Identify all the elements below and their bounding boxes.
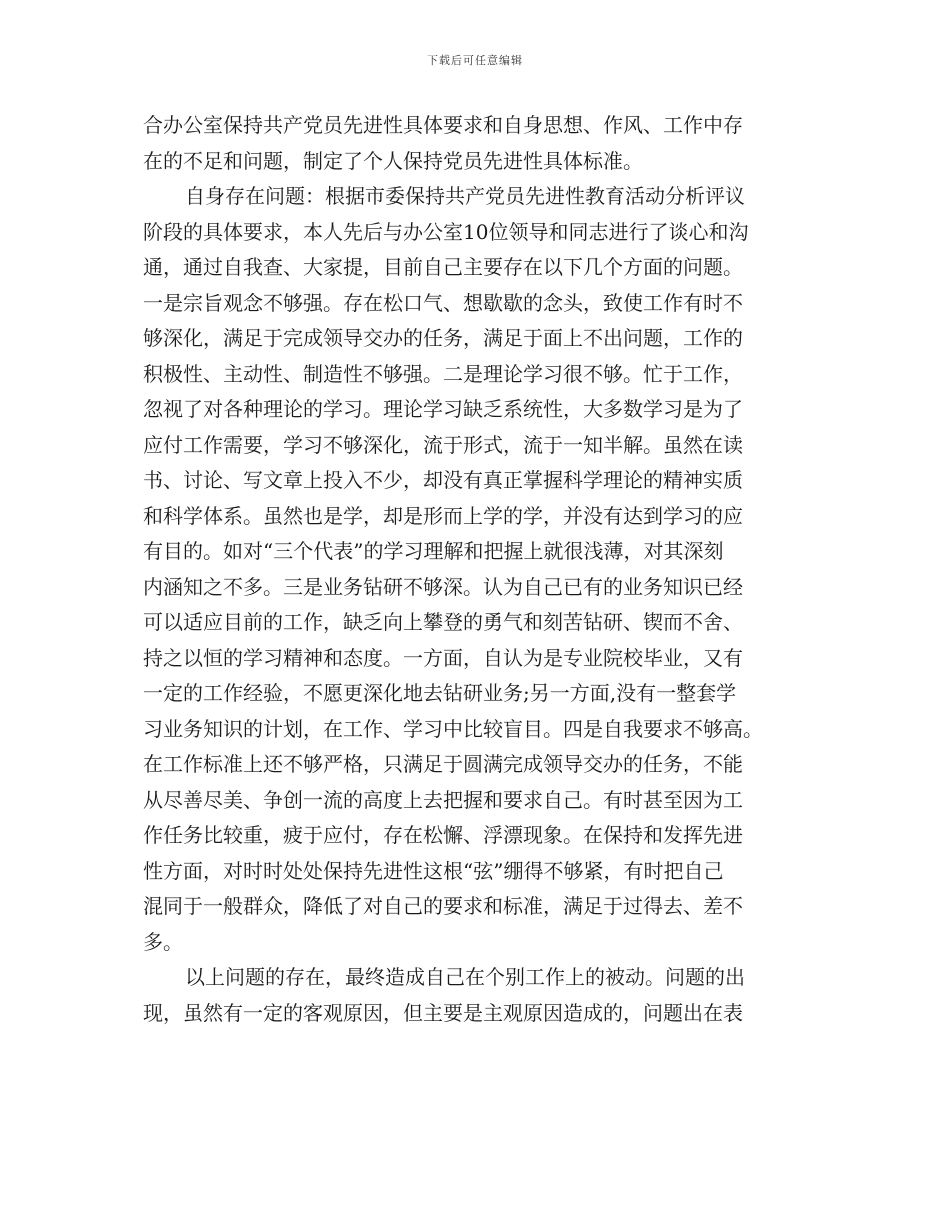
text-line: 可以适应目前的工作，缺乏向上攀登的勇气和刻苦钻研、锲而不舍、 — [143, 610, 743, 634]
text-line: 够深化，满足于完成领导交办的任务，满足于面上不出问题，工作的 — [143, 326, 743, 350]
text-line: 内涵知之不多。三是业务钻研不够深。认为自己已有的业务知识已经 — [143, 574, 743, 599]
text-line: 持之以恒的学习精神和态度。一方面，自认为是专业院校毕业，又有 — [143, 645, 743, 670]
page-header: 下载后可任意编辑 — [427, 54, 523, 67]
text-line: 多。 — [143, 929, 183, 954]
text-line: 忽视了对各种理论的学习。理论学习缺乏系统性，大多数学习是为了 — [143, 397, 743, 421]
text-line: 书、讨论、写文章上投入不少，却没有真正掌握科学理论的精神实质 — [143, 468, 743, 492]
text-line: 以上问题的存在，最终造成自己在个别工作上的被动。问题的出 — [185, 965, 745, 989]
text-line: 通，通过自我查、大家提，目前自己主要存在以下几个方面的问题。 — [143, 255, 743, 279]
text-line: 和科学体系。虽然也是学，却是形而上学的学，并没有达到学习的应 — [143, 503, 743, 528]
text-line: 一定的工作经验，不愿更深化地去钻研业务;另一方面,没有一整套学 — [143, 681, 737, 705]
text-line: 从尽善尽美、争创一流的高度上去把握和要求自己。有时甚至因为工 — [143, 787, 743, 812]
text-line: 一是宗旨观念不够强。存在松口气、想歇歇的念头，致使工作有时不 — [143, 290, 743, 315]
text-line: 阶段的具体要求，本人先后与办公室10位领导和同志进行了谈心和沟 — [143, 219, 749, 244]
text-line: 自身存在问题：根据市委保持共产党员先进性教育活动分析评议 — [185, 184, 745, 208]
text-line: 作任务比较重，疲于应付，存在松懈、浮漂现象。在保持和发挥先进 — [143, 823, 743, 847]
text-line: 性方面，对时时处处保持先进性这根“弦”绷得不够紧，有时把自己 — [143, 858, 724, 883]
text-line: 合办公室保持共产党员先进性具体要求和自身思想、作风、工作中存 — [143, 113, 743, 137]
text-line: 在工作标准上还不够严格，只满足于圆满完成领导交办的任务，不能 — [143, 752, 743, 776]
text-line: 应付工作需要，学习不够深化，流于形式，流于一知半解。虽然在读 — [143, 432, 743, 457]
text-line: 习业务知识的计划，在工作、学习中比较盲目。四是自我要求不够高。 — [143, 716, 763, 741]
text-line: 在的不足和问题，制定了个人保持党员先进性具体标准。 — [143, 148, 643, 173]
text-line: 现，虽然有一定的客观原因，但主要是主观原因造成的，问题出在表 — [143, 1000, 743, 1025]
document-body — [143, 108, 808, 1031]
text-line: 混同于一般群众，降低了对自己的要求和标准，满足于过得去、差不 — [143, 894, 743, 918]
text-line: 有目的。如对“三个代表”的学习理解和把握上就很浅薄，对其深刻 — [143, 539, 724, 563]
text-line: 积极性、主动性、制造性不够强。二是理论学习很不够。忙于工作， — [143, 361, 743, 386]
